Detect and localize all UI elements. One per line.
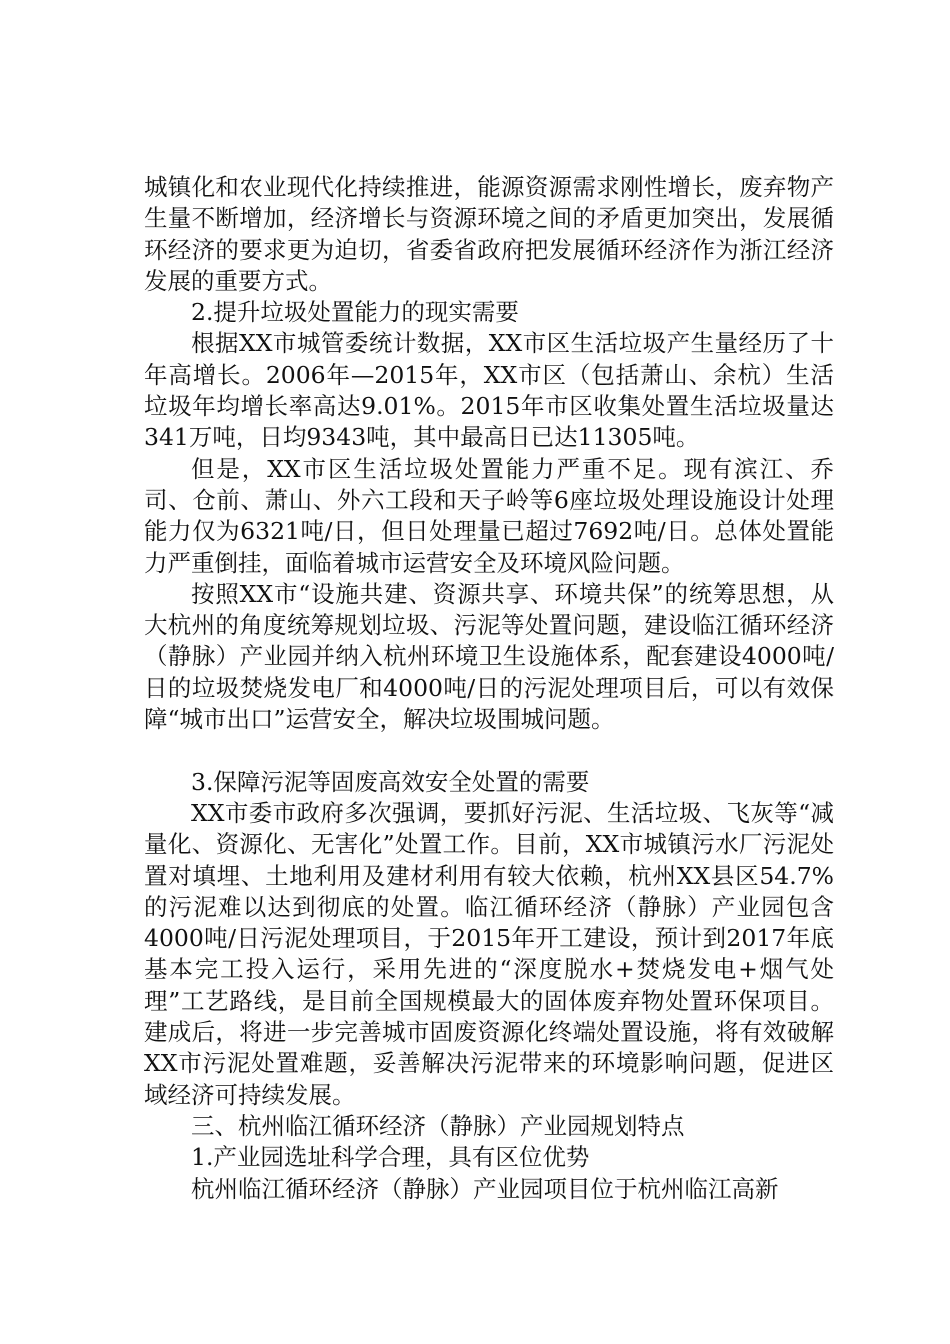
document-page (144, 172, 834, 1205)
paragraph-sludge-disposal: XX市委市政府多次强调，要抓好污泥、生活垃圾、飞灰等“减量化、资源化、无害化”处置工作。目前，XX市城镇污水厂污泥处置对填埋、土地利用及建材利用有较大依赖，杭州XX县区54.7%的污泥难以达到彻底的处置。临江循环经济（静脉）产业园包含4000吨/日污泥处理项目，于2015年开工建设，预计到2017年底基本完工投入运行，采用先进的“深度脱水+焚烧发电+烟气处理”工艺路线，是目前全国规模最大的固体废弃物处置环保项目。建成后，将进一步完善城市固废资源化终端处置设施，将有效破解XX市污泥处置难题，妥善解决污泥带来的环境影响问题，促进区域经济可持续发展。 (144, 798, 834, 1109)
heading-park-planning-features: 三、杭州临江循环经济（静脉）产业园规划特点 (191, 1111, 685, 1140)
heading-site-selection: 1.产业园选址科学合理，具有区位优势 (191, 1143, 590, 1172)
heading-waste-disposal-capacity: 2.提升垃圾处置能力的现实需要 (191, 298, 519, 327)
paragraph-circular-economy-context: 城镇化和农业现代化持续推进，能源资源需求刚性增长，废弃物产生量不断增加，经济增长与资源环境之间的矛盾更加突出，发展循环经济的要求更为迫切，省委省政府把发展循环经济作为浙江经济发展的重要方式。 (144, 173, 834, 295)
paragraph-spacer (144, 735, 834, 766)
paragraph-capacity-shortage: 但是，XX市区生活垃圾处置能力严重不足。现有滨江、乔司、仓前、萧山、外六工段和天子岭等6座垃圾处理设施设计处理能力仅为6321吨/日，但日处理量已超过7692吨/日。总体处置能力严重倒挂，面临着城市运营安全及环境风险问题。 (144, 454, 834, 577)
paragraph-waste-statistics: 根据XX市城管委统计数据，XX市区生活垃圾产生量经历了十年高增长。2006年—2015年，XX市区（包括萧山、余杭）生活垃圾年均增长率高达9.01%。2015年市区收集处置生活垃圾量达341万吨，日均9343吨，其中最高日已达11305吨。 (144, 329, 834, 452)
heading-sludge-disposal-need: 3.保障污泥等固废高效安全处置的需要 (191, 767, 590, 796)
paragraph-coordinated-planning: 按照XX市“设施共建、资源共享、环境共保”的统筹思想，从大杭州的角度统筹规划垃圾、污泥等处置问题，建设临江循环经济（静脉）产业园并纳入杭州环境卫生设施体系，配套建设4000吨/日的垃圾焚烧发电厂和4000吨/日的污泥处理项目后，可以有效保障“城市出口”运营安全，解决垃圾围城问题。 (144, 579, 834, 734)
paragraph-park-location: 杭州临江循环经济（静脉）产业园项目位于杭州临江高新 (191, 1174, 779, 1203)
